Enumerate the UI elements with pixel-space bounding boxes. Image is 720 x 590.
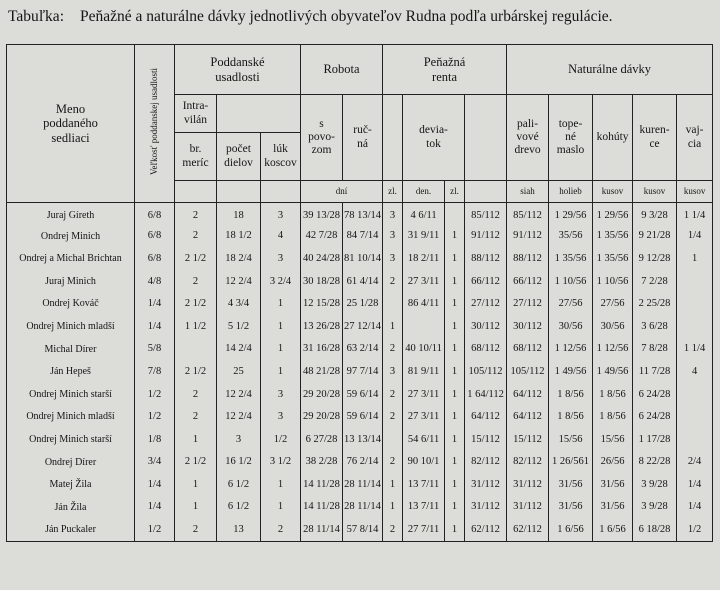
cell-s-povozom: 31 16/28 [301, 338, 343, 361]
cell-kohuty: 1 8/56 [549, 406, 593, 429]
cell-velkost: 1/4 [135, 293, 175, 316]
cell-pocet-dielov: 18 1/2 [217, 225, 261, 248]
cell-topene-maslo: 62/112 [507, 519, 549, 542]
table-row [7, 383, 713, 406]
cell-deviatok-den: 1 [445, 451, 465, 474]
header-holieb: holieb [549, 181, 593, 203]
table-caption [8, 8, 613, 26]
header-topene-maslo: tope- né maslo [549, 95, 593, 181]
cell-deviatok-den: 1 [445, 519, 465, 542]
cell-topene-maslo: 27/112 [507, 293, 549, 316]
cell-rucna: 57 8/14 [343, 519, 383, 542]
cell-s-povozom: 30 18/28 [301, 270, 343, 293]
cell-kurence: 1 6/56 [593, 519, 633, 542]
cell-kohuty: 27/56 [549, 293, 593, 316]
cell-topene-maslo: 88/112 [507, 248, 549, 271]
cell-kohuty: 35/56 [549, 225, 593, 248]
cell-palivove-drevo: 62/112 [465, 519, 507, 542]
header-kurence: kuren- ce [633, 95, 677, 181]
cell-s-povozom: 42 7/28 [301, 225, 343, 248]
cell-renta-zl: 1 [383, 496, 403, 519]
cell-vajcia: 3 6/28 [633, 315, 677, 338]
cell-velkost: 6/8 [135, 248, 175, 271]
cell-name: Ondrej Dírer [7, 451, 135, 474]
cell-renta-zl: 2 [383, 383, 403, 406]
header-poddanske: Poddanské usadlosti [175, 45, 301, 95]
cell-rucna: 76 2/14 [343, 451, 383, 474]
header-zl: zl. [383, 181, 403, 203]
header-penazna-renta: Peňažná renta [383, 45, 507, 95]
cell-br-meric: 1 1/2 [175, 315, 217, 338]
cell-renta-zl: 3 [383, 361, 403, 384]
cell-kohuty: 1 49/56 [549, 361, 593, 384]
cell-pocet-dielov: 6 1/2 [217, 474, 261, 497]
table-row [7, 519, 713, 542]
cell-luk-koscov: 3 [261, 203, 301, 226]
cell-kurence: 31/56 [593, 496, 633, 519]
header-deviatok: devia- tok [403, 95, 465, 181]
header-palivove-drevo: pali- vové drevo [507, 95, 549, 181]
cell-palivove-drevo: 105/112 [465, 361, 507, 384]
cell-name: Michal Dírer [7, 338, 135, 361]
cell-kohuty: 1 8/56 [549, 383, 593, 406]
cell-luk-koscov: 1 [261, 496, 301, 519]
cell-s-povozom: 12 15/28 [301, 293, 343, 316]
cell-palivove-drevo: 1 64/112 [465, 383, 507, 406]
cell-diely: 4 [677, 361, 713, 384]
cell-kohuty: 30/56 [549, 315, 593, 338]
cell-vajcia: 2 25/28 [633, 293, 677, 316]
cell-diely: 1/4 [677, 225, 713, 248]
cell-kohuty: 1 6/56 [549, 519, 593, 542]
cell-name: Ondrej Minich [7, 225, 135, 248]
cell-luk-koscov: 1 [261, 315, 301, 338]
cell-deviatok-den: 1 [445, 428, 465, 451]
caption-title: Peňažné a naturálne dávky jednotlivých obyvateľov Rudna podľa urbárskej regulácie. [80, 8, 613, 25]
cell-renta-zl: 3 [383, 248, 403, 271]
cell-velkost: 7/8 [135, 361, 175, 384]
cell-diely: 1 1/4 [677, 203, 713, 226]
table-row [7, 225, 713, 248]
cell-diely: 1 1/4 [677, 338, 713, 361]
cell-pocet-dielov: 4 3/4 [217, 293, 261, 316]
cell-diely [677, 270, 713, 293]
cell-br-meric: 2 1/2 [175, 361, 217, 384]
cell-rucna: 61 4/14 [343, 270, 383, 293]
cell-luk-koscov: 1 [261, 293, 301, 316]
cell-deviatok-zl: 81 9/11 [403, 361, 445, 384]
cell-topene-maslo: 15/112 [507, 428, 549, 451]
cell-s-povozom: 28 11/14 [301, 519, 343, 542]
cell-luk-koscov: 3 [261, 383, 301, 406]
table-row [7, 293, 713, 316]
cell-deviatok-zl: 86 4/11 [403, 293, 445, 316]
cell-kurence: 1 10/56 [593, 270, 633, 293]
caption-label: Tabuľka: [8, 8, 64, 25]
cell-rucna: 59 6/14 [343, 406, 383, 429]
cell-kurence: 1 35/56 [593, 248, 633, 271]
cell-name: Ondrej Minich starší [7, 383, 135, 406]
cell-deviatok-den: 1 [445, 293, 465, 316]
cell-diely [677, 383, 713, 406]
cell-diely [677, 406, 713, 429]
cell-rucna: 28 11/14 [343, 474, 383, 497]
table-row [7, 248, 713, 271]
cell-deviatok-zl: 13 7/11 [403, 474, 445, 497]
cell-deviatok-den: 1 [445, 474, 465, 497]
cell-velkost: 1/4 [135, 496, 175, 519]
cell-s-povozom: 39 13/28 [301, 203, 343, 226]
cell-name: Juraj Gíreth [7, 203, 135, 226]
cell-deviatok-zl: 54 6/11 [403, 428, 445, 451]
cell-topene-maslo: 64/112 [507, 383, 549, 406]
cell-kohuty: 31/56 [549, 496, 593, 519]
cell-br-meric: 2 [175, 406, 217, 429]
cell-rucna: 28 11/14 [343, 496, 383, 519]
cell-renta-zl: 3 [383, 203, 403, 226]
header-kohuty: kohúty [593, 95, 633, 181]
cell-deviatok-zl: 27 3/11 [403, 406, 445, 429]
cell-deviatok-zl: 27 7/11 [403, 519, 445, 542]
cell-deviatok-den [445, 203, 465, 226]
cell-vajcia: 9 12/28 [633, 248, 677, 271]
cell-kurence: 1 49/56 [593, 361, 633, 384]
header-dni: dní [301, 181, 383, 203]
cell-kurence: 30/56 [593, 315, 633, 338]
cell-pocet-dielov: 18 2/4 [217, 248, 261, 271]
cell-name: Ondrej Minich mladší [7, 406, 135, 429]
cell-s-povozom: 40 24/28 [301, 248, 343, 271]
cell-vajcia: 9 21/28 [633, 225, 677, 248]
cell-deviatok-zl: 90 10/1 [403, 451, 445, 474]
cell-velkost: 6/8 [135, 203, 175, 226]
cell-luk-koscov: 2 [261, 519, 301, 542]
cell-deviatok-zl: 31 9/11 [403, 225, 445, 248]
cell-luk-koscov: 1 [261, 338, 301, 361]
header-kusov-1: kusov [593, 181, 633, 203]
cell-kurence: 1 8/56 [593, 406, 633, 429]
cell-br-meric: 2 [175, 383, 217, 406]
cell-luk-koscov: 1 [261, 474, 301, 497]
header-renta-blank-2 [465, 95, 507, 181]
cell-br-meric: 1 [175, 428, 217, 451]
cell-rucna: 63 2/14 [343, 338, 383, 361]
cell-diely: 1 [677, 248, 713, 271]
cell-kohuty: 1 35/56 [549, 248, 593, 271]
cell-renta-zl [383, 428, 403, 451]
cell-kohuty: 15/56 [549, 428, 593, 451]
cell-kurence: 1 12/56 [593, 338, 633, 361]
cell-renta-zl: 3 [383, 225, 403, 248]
header-br-meric: br. meríc [175, 133, 217, 181]
header-zl-2: zl. [445, 181, 465, 203]
header-rucna: ruč- ná [343, 95, 383, 181]
cell-kohuty: 31/56 [549, 474, 593, 497]
cell-luk-koscov: 3 2/4 [261, 270, 301, 293]
header-naturalne: Naturálne dávky [507, 45, 713, 95]
cell-topene-maslo: 68/112 [507, 338, 549, 361]
table-header [7, 45, 713, 203]
cell-deviatok-den: 1 [445, 248, 465, 271]
table-row [7, 361, 713, 384]
cell-renta-zl: 2 [383, 270, 403, 293]
table-row [7, 315, 713, 338]
cell-palivove-drevo: 66/112 [465, 270, 507, 293]
cell-deviatok-zl: 4 6/11 [403, 203, 445, 226]
cell-diely [677, 293, 713, 316]
cell-br-meric: 2 1/2 [175, 451, 217, 474]
cell-br-meric: 2 [175, 519, 217, 542]
cell-palivove-drevo: 31/112 [465, 474, 507, 497]
cell-name: Ján Žila [7, 496, 135, 519]
cell-kurence: 27/56 [593, 293, 633, 316]
cell-vajcia: 7 8/28 [633, 338, 677, 361]
cell-rucna: 59 6/14 [343, 383, 383, 406]
cell-br-meric: 2 [175, 203, 217, 226]
cell-s-povozom: 14 11/28 [301, 496, 343, 519]
cell-deviatok-den: 1 [445, 225, 465, 248]
cell-palivove-drevo: 82/112 [465, 451, 507, 474]
header-robota: Robota [301, 45, 383, 95]
cell-kohuty: 1 29/56 [549, 203, 593, 226]
cell-deviatok-den: 1 [445, 406, 465, 429]
cell-velkost: 4/8 [135, 270, 175, 293]
cell-kohuty: 1 26/561 [549, 451, 593, 474]
cell-br-meric [175, 338, 217, 361]
cell-name: Ondrej Minich mladší [7, 315, 135, 338]
cell-renta-zl: 2 [383, 406, 403, 429]
cell-pocet-dielov: 5 1/2 [217, 315, 261, 338]
cell-topene-maslo: 31/112 [507, 496, 549, 519]
cell-rucna: 27 12/14 [343, 315, 383, 338]
cell-topene-maslo: 66/112 [507, 270, 549, 293]
table-row [7, 474, 713, 497]
cell-velkost: 1/8 [135, 428, 175, 451]
header-units-blank-2 [217, 181, 261, 203]
cell-pocet-dielov: 18 [217, 203, 261, 226]
cell-pocet-dielov: 12 2/4 [217, 383, 261, 406]
header-poddanske-blank [217, 95, 301, 133]
header-units-blank-3 [261, 181, 301, 203]
cell-deviatok-zl [403, 315, 445, 338]
cell-deviatok-den: 1 [445, 315, 465, 338]
cell-kurence: 1 29/56 [593, 203, 633, 226]
cell-luk-koscov: 3 1/2 [261, 451, 301, 474]
cell-diely: 1/2 [677, 519, 713, 542]
cell-topene-maslo: 31/112 [507, 474, 549, 497]
cell-deviatok-zl: 40 10/11 [403, 338, 445, 361]
cell-vajcia: 1 17/28 [633, 428, 677, 451]
header-kusov-3: kusov [677, 181, 713, 203]
cell-pocet-dielov: 12 2/4 [217, 406, 261, 429]
cell-renta-zl: 1 [383, 315, 403, 338]
cell-vajcia: 7 2/28 [633, 270, 677, 293]
table-body [7, 203, 713, 542]
cell-pocet-dielov: 12 2/4 [217, 270, 261, 293]
cell-s-povozom: 6 27/28 [301, 428, 343, 451]
cell-topene-maslo: 85/112 [507, 203, 549, 226]
cell-luk-koscov: 3 [261, 248, 301, 271]
cell-deviatok-den: 1 [445, 361, 465, 384]
cell-renta-zl: 2 [383, 519, 403, 542]
cell-name: Matej Žila [7, 474, 135, 497]
header-vajcia: vaj- cia [677, 95, 713, 181]
cell-name: Ján Hepeš [7, 361, 135, 384]
cell-s-povozom: 29 20/28 [301, 383, 343, 406]
cell-pocet-dielov: 25 [217, 361, 261, 384]
cell-br-meric: 1 [175, 474, 217, 497]
cell-luk-koscov: 1/2 [261, 428, 301, 451]
cell-kohuty: 1 12/56 [549, 338, 593, 361]
table-row [7, 406, 713, 429]
cell-vajcia: 11 7/28 [633, 361, 677, 384]
cell-deviatok-zl: 27 3/11 [403, 383, 445, 406]
cell-palivove-drevo: 64/112 [465, 406, 507, 429]
cell-velkost: 1/2 [135, 519, 175, 542]
header-units-blank-1 [175, 181, 217, 203]
cell-renta-zl: 2 [383, 451, 403, 474]
cell-pocet-dielov: 13 [217, 519, 261, 542]
cell-topene-maslo: 64/112 [507, 406, 549, 429]
cell-vajcia: 6 24/28 [633, 383, 677, 406]
header-velkost [135, 45, 175, 203]
cell-br-meric: 2 [175, 270, 217, 293]
cell-deviatok-den: 1 [445, 383, 465, 406]
cell-name: Ondrej Kováč [7, 293, 135, 316]
cell-renta-zl [383, 293, 403, 316]
header-renta-units-blank [465, 181, 507, 203]
header-den: den. [403, 181, 445, 203]
cell-kurence: 15/56 [593, 428, 633, 451]
header-kusov-2: kusov [633, 181, 677, 203]
header-s-povozom: s povo- zom [301, 95, 343, 181]
cell-velkost: 5/8 [135, 338, 175, 361]
header-velkost-text: Veľkosť poddanskej usadlosti [149, 67, 160, 175]
cell-kurence: 26/56 [593, 451, 633, 474]
table-row [7, 451, 713, 474]
cell-deviatok-zl: 18 2/11 [403, 248, 445, 271]
cell-br-meric: 1 [175, 496, 217, 519]
cell-diely: 1/4 [677, 474, 713, 497]
header-pocet-dielov: počet dielov [217, 133, 261, 181]
cell-vajcia: 6 18/28 [633, 519, 677, 542]
cell-luk-koscov: 3 [261, 406, 301, 429]
cell-kurence: 31/56 [593, 474, 633, 497]
cell-s-povozom: 14 11/28 [301, 474, 343, 497]
cell-s-povozom: 29 20/28 [301, 406, 343, 429]
cell-rucna: 97 7/14 [343, 361, 383, 384]
cell-br-meric: 2 1/2 [175, 248, 217, 271]
table-row [7, 270, 713, 293]
cell-velkost: 1/2 [135, 383, 175, 406]
cell-diely: 2/4 [677, 451, 713, 474]
cell-palivove-drevo: 27/112 [465, 293, 507, 316]
cell-palivove-drevo: 68/112 [465, 338, 507, 361]
cell-pocet-dielov: 14 2/4 [217, 338, 261, 361]
cell-topene-maslo: 30/112 [507, 315, 549, 338]
cell-palivove-drevo: 15/112 [465, 428, 507, 451]
cell-velkost: 3/4 [135, 451, 175, 474]
cell-deviatok-den: 1 [445, 496, 465, 519]
cell-rucna: 78 13/14 [343, 203, 383, 226]
header-renta-blank-1 [383, 95, 403, 181]
cell-deviatok-den: 1 [445, 270, 465, 293]
cell-topene-maslo: 82/112 [507, 451, 549, 474]
cell-kurence: 1 35/56 [593, 225, 633, 248]
cell-pocet-dielov: 6 1/2 [217, 496, 261, 519]
cell-s-povozom: 48 21/28 [301, 361, 343, 384]
cell-topene-maslo: 105/112 [507, 361, 549, 384]
cell-s-povozom: 13 26/28 [301, 315, 343, 338]
cell-kurence: 1 8/56 [593, 383, 633, 406]
cell-name: Ondrej Minich starší [7, 428, 135, 451]
header-luk-koscov: lúk koscov [261, 133, 301, 181]
cell-vajcia: 3 9/28 [633, 474, 677, 497]
cell-velkost: 1/4 [135, 474, 175, 497]
table-row [7, 203, 713, 226]
cell-br-meric: 2 [175, 225, 217, 248]
cell-pocet-dielov: 3 [217, 428, 261, 451]
cell-deviatok-zl: 13 7/11 [403, 496, 445, 519]
cell-palivove-drevo: 30/112 [465, 315, 507, 338]
cell-vajcia: 6 24/28 [633, 406, 677, 429]
table-row [7, 338, 713, 361]
cell-topene-maslo: 91/112 [507, 225, 549, 248]
cell-rucna: 81 10/14 [343, 248, 383, 271]
header-meno: Meno poddaného sedliaci [7, 45, 135, 203]
cell-rucna: 13 13/14 [343, 428, 383, 451]
cell-palivove-drevo: 85/112 [465, 203, 507, 226]
cell-rucna: 84 7/14 [343, 225, 383, 248]
cell-vajcia: 3 9/28 [633, 496, 677, 519]
cell-s-povozom: 38 2/28 [301, 451, 343, 474]
table-row [7, 496, 713, 519]
cell-diely: 1/4 [677, 496, 713, 519]
cell-velkost: 6/8 [135, 225, 175, 248]
cell-name: Ondrej a Michal Brichtan [7, 248, 135, 271]
table-row [7, 428, 713, 451]
cell-deviatok-den: 1 [445, 338, 465, 361]
cell-renta-zl: 1 [383, 474, 403, 497]
cell-kohuty: 1 10/56 [549, 270, 593, 293]
cell-diely [677, 428, 713, 451]
urbarial-table [6, 44, 713, 542]
cell-luk-koscov: 1 [261, 361, 301, 384]
cell-palivove-drevo: 91/112 [465, 225, 507, 248]
cell-luk-koscov: 4 [261, 225, 301, 248]
cell-deviatok-zl: 27 3/11 [403, 270, 445, 293]
cell-vajcia: 8 22/28 [633, 451, 677, 474]
header-siah: siah [507, 181, 549, 203]
cell-name: Ján Puckaler [7, 519, 135, 542]
cell-velkost: 1/2 [135, 406, 175, 429]
cell-br-meric: 2 1/2 [175, 293, 217, 316]
cell-palivove-drevo: 88/112 [465, 248, 507, 271]
cell-renta-zl: 2 [383, 338, 403, 361]
header-intravilan: Intra- vilán [175, 95, 217, 133]
cell-vajcia: 9 3/28 [633, 203, 677, 226]
cell-rucna: 25 1/28 [343, 293, 383, 316]
cell-pocet-dielov: 16 1/2 [217, 451, 261, 474]
cell-palivove-drevo: 31/112 [465, 496, 507, 519]
cell-diely [677, 315, 713, 338]
cell-name: Juraj Minich [7, 270, 135, 293]
cell-velkost: 1/4 [135, 315, 175, 338]
